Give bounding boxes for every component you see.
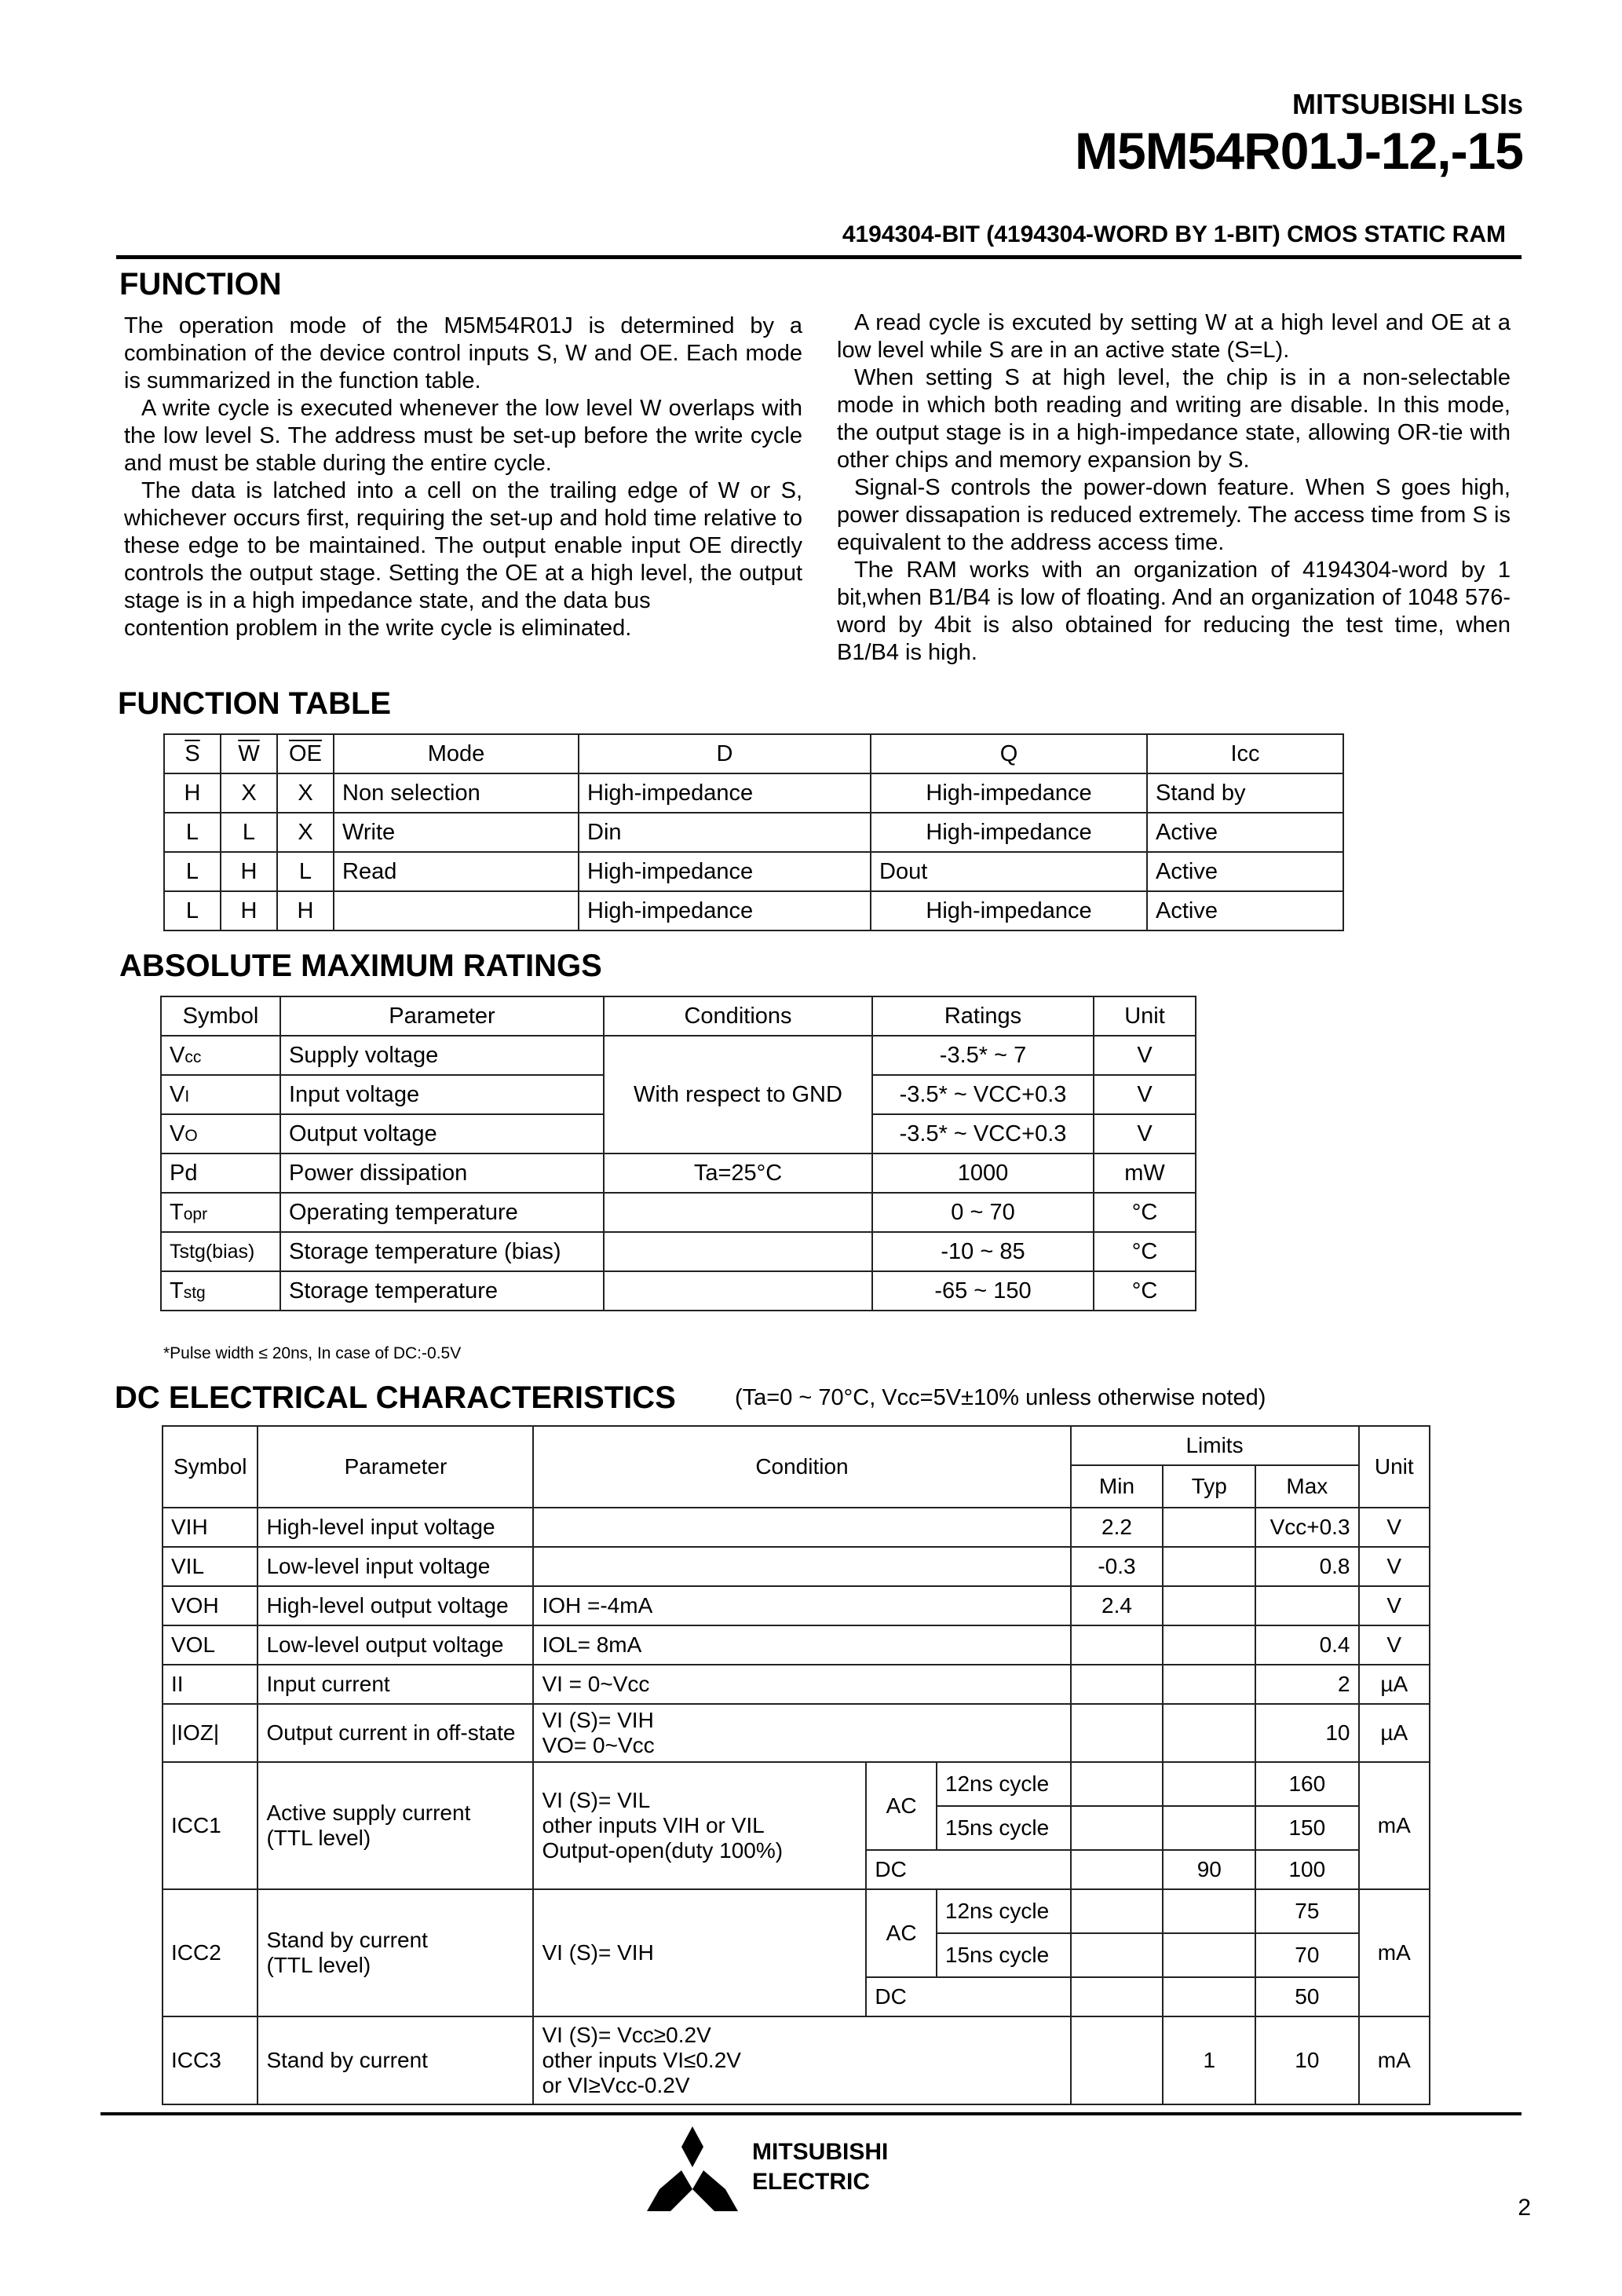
- table-row: [163, 1889, 1430, 1933]
- typ-cell: [1163, 1704, 1255, 1762]
- max-cell: 0.4: [1255, 1625, 1358, 1665]
- table-row: [163, 1665, 1430, 1704]
- max-cell: 100: [1255, 1850, 1358, 1889]
- condition-line: VI (S)= VIH: [542, 1708, 654, 1732]
- symbol-cell: VIH: [163, 1508, 258, 1547]
- table-cell: H: [164, 773, 221, 813]
- condition-line: Output-open(duty 100%): [542, 1838, 784, 1863]
- col-header: Symbol: [161, 996, 280, 1036]
- table-header-row: [163, 1426, 1430, 1465]
- col-header: Unit: [1094, 996, 1196, 1036]
- symbol-cell: VO: [161, 1114, 280, 1153]
- max-cell: 0.8: [1255, 1547, 1358, 1586]
- typ-cell: [1163, 1625, 1255, 1665]
- abs-max-table: [160, 996, 1196, 1311]
- max-cell: 160: [1255, 1762, 1358, 1806]
- symbol-cell: II: [163, 1665, 258, 1704]
- col-header: Parameter: [280, 996, 604, 1036]
- unit-cell: V: [1359, 1547, 1430, 1586]
- min-cell: [1071, 1806, 1164, 1850]
- table-cell: High-impedance: [871, 813, 1147, 852]
- function-paragraph: The data is latched into a cell on the trailing edge of W or S, whichever occurs first, requiring the set-up and hold time relative to these edge to be maintained. The output enable input OE directly controls the output stage. Setting the OE at a high level, the output stage is in a high impedance state, and the data bus: [124, 478, 802, 613]
- parameter-line: (TTL level): [266, 1953, 371, 1977]
- max-cell: Vcc+0.3: [1255, 1508, 1358, 1547]
- symbol-cell: VOL: [163, 1625, 258, 1665]
- function-right-column: [837, 309, 1511, 667]
- parameter-cell: High-level output voltage: [258, 1586, 533, 1625]
- min-cell: [1071, 1762, 1164, 1806]
- parameter-cell: High-level input voltage: [258, 1508, 533, 1547]
- col-header: Conditions: [604, 996, 872, 1036]
- typ-cell: [1163, 1762, 1255, 1806]
- conditions-cell: [604, 1232, 872, 1271]
- parameter-cell: Output current in off-state: [258, 1704, 533, 1762]
- parameter-cell: Stand by current: [258, 2016, 533, 2104]
- table-cell: Non selection: [334, 773, 579, 813]
- max-cell: 10: [1255, 2016, 1358, 2104]
- unit-cell: V: [1094, 1114, 1196, 1153]
- table-cell: High-impedance: [579, 773, 871, 813]
- unit-cell: mA: [1359, 1762, 1430, 1889]
- rating-cell: -3.5* ~ 7: [872, 1036, 1094, 1075]
- symbol-cell: Tstg: [161, 1271, 280, 1311]
- parameter-cell: [258, 1762, 533, 1889]
- table-cell: High-impedance: [579, 891, 871, 930]
- min-cell: 2.2: [1071, 1508, 1164, 1547]
- table-cell: Stand by: [1147, 773, 1343, 813]
- mode-cell: AC: [866, 1889, 937, 1977]
- table-row: [163, 1547, 1430, 1586]
- col-header: Ratings: [872, 996, 1094, 1036]
- parameter-cell: Output voltage: [280, 1114, 604, 1153]
- unit-cell: V: [1094, 1036, 1196, 1075]
- typ-cell: [1163, 1806, 1255, 1850]
- typ-cell: [1163, 1547, 1255, 1586]
- table-row: [163, 1508, 1430, 1547]
- parameter-cell: Power dissipation: [280, 1153, 604, 1193]
- col-header: Icc: [1147, 734, 1343, 773]
- table-row: [163, 1704, 1430, 1762]
- unit-cell: °C: [1094, 1271, 1196, 1311]
- rating-cell: -65 ~ 150: [872, 1271, 1094, 1311]
- cycle-cell: 15ns cycle: [937, 1933, 1071, 1977]
- rating-cell: -3.5* ~ VCC+0.3: [872, 1114, 1094, 1153]
- parameter-line: Stand by current: [266, 1928, 428, 1952]
- mitsubishi-logo-icon: [644, 2126, 741, 2211]
- typ-cell: [1163, 1933, 1255, 1977]
- conditions-cell: [604, 1193, 872, 1232]
- function-paragraph: The operation mode of the M5M54R01J is determined by a combination of the device control inputs S, W and OE. Each mode is summarized in the function table.: [124, 313, 802, 393]
- min-cell: [1071, 2016, 1164, 2104]
- typ-cell: [1163, 1508, 1255, 1547]
- company-name-line: ELECTRIC: [752, 2169, 870, 2195]
- unit-cell: °C: [1094, 1232, 1196, 1271]
- col-header: Condition: [533, 1426, 1070, 1508]
- typ-cell: [1163, 1665, 1255, 1704]
- min-cell: -0.3: [1071, 1547, 1164, 1586]
- parameter-cell: Operating temperature: [280, 1193, 604, 1232]
- function-table: [163, 733, 1344, 931]
- table-cell: High-impedance: [871, 891, 1147, 930]
- symbol-cell: Topr: [161, 1193, 280, 1232]
- rating-cell: 0 ~ 70: [872, 1193, 1094, 1232]
- condition-cell: VI = 0~Vcc: [533, 1665, 1070, 1704]
- max-cell: 50: [1255, 1977, 1358, 2016]
- table-row: [161, 1271, 1196, 1311]
- col-header: $\overline{W}$: [221, 734, 277, 773]
- typ-cell: [1163, 1889, 1255, 1933]
- mode-cell: DC: [866, 1850, 1070, 1889]
- table-cell: Active: [1147, 891, 1343, 930]
- min-cell: [1071, 1977, 1164, 2016]
- table-header-row: [164, 734, 1343, 773]
- condition-line: other inputs VIH or VIL: [542, 1813, 765, 1837]
- parameter-cell: Low-level input voltage: [258, 1547, 533, 1586]
- parameter-cell: Supply voltage: [280, 1036, 604, 1075]
- max-cell: 75: [1255, 1889, 1358, 1933]
- parameter-line: (TTL level): [266, 1826, 371, 1850]
- brand-label: MITSUBISHI LSIs: [1291, 88, 1523, 120]
- table-row: [163, 1586, 1430, 1625]
- unit-cell: mA: [1359, 2016, 1430, 2104]
- col-header: Typ: [1163, 1465, 1255, 1508]
- table-row: [164, 852, 1343, 891]
- table-row: [163, 1625, 1430, 1665]
- max-cell: 10: [1255, 1704, 1358, 1762]
- max-cell: [1255, 1586, 1358, 1625]
- col-header: Parameter: [258, 1426, 533, 1508]
- table-cell: L: [277, 852, 334, 891]
- table-cell: L: [164, 813, 221, 852]
- col-header: $\overline{OE}$: [277, 734, 334, 773]
- table-cell: High-impedance: [871, 773, 1147, 813]
- footer-rule: [100, 2112, 1522, 2115]
- function-paragraph: contention problem in the write cycle is eliminated.: [124, 616, 632, 641]
- min-cell: [1071, 1665, 1164, 1704]
- dc-heading: DC ELECTRICAL CHARACTERISTICS: [115, 1380, 676, 1415]
- table-row: [163, 2016, 1430, 2104]
- symbol-cell: Vcc: [161, 1036, 280, 1075]
- header-rule: [116, 255, 1522, 259]
- unit-cell: V: [1094, 1075, 1196, 1114]
- symbol-cell: VI: [161, 1075, 280, 1114]
- conditions-cell: Ta=25°C: [604, 1153, 872, 1193]
- condition-cell: [533, 1762, 866, 1889]
- condition-cell: VI (S)= VIH: [533, 1889, 866, 2016]
- condition-line: or VI≥Vcc-0.2V: [542, 2073, 690, 2097]
- rating-cell: -3.5* ~ VCC+0.3: [872, 1075, 1094, 1114]
- table-row: [161, 1193, 1196, 1232]
- mode-cell: DC: [866, 1977, 1070, 2016]
- table-cell: H: [221, 852, 277, 891]
- max-cell: 150: [1255, 1806, 1358, 1850]
- unit-cell: V: [1359, 1625, 1430, 1665]
- typ-cell: 1: [1163, 2016, 1255, 2104]
- function-paragraph: The RAM works with an organization of 4194304-word by 1 bit,when B1/B4 is low of floating. And an organization of 1048 576-word by 4bit is also obtained for reducing the test time, when B1/B4 is high.: [837, 558, 1511, 665]
- col-header: Limits: [1071, 1426, 1359, 1465]
- company-name: [752, 2137, 888, 2197]
- condition-cell: IOL= 8mA: [533, 1625, 1070, 1665]
- conditions-cell: [604, 1271, 872, 1311]
- abs-max-heading: ABSOLUTE MAXIMUM RATINGS: [119, 949, 602, 983]
- min-cell: [1071, 1625, 1164, 1665]
- rating-cell: 1000: [872, 1153, 1094, 1193]
- table-cell: Write: [334, 813, 579, 852]
- table-row: [164, 891, 1343, 930]
- unit-cell: µA: [1359, 1665, 1430, 1704]
- symbol-cell: |IOZ|: [163, 1704, 258, 1762]
- max-cell: 70: [1255, 1933, 1358, 1977]
- function-table-heading: FUNCTION TABLE: [118, 686, 392, 721]
- symbol-cell: Pd: [161, 1153, 280, 1193]
- table-cell: H: [221, 891, 277, 930]
- condition-cell: [533, 1508, 1070, 1547]
- col-header: Symbol: [163, 1426, 258, 1508]
- document-subtitle: 4194304-BIT (4194304-WORD BY 1-BIT) CMOS STATIC RAM: [842, 221, 1506, 247]
- condition-cell: IOH =-4mA: [533, 1586, 1070, 1625]
- condition-line: VO= 0~Vcc: [542, 1733, 655, 1757]
- function-left-column: [124, 313, 802, 642]
- symbol-cell: VOH: [163, 1586, 258, 1625]
- parameter-cell: Input current: [258, 1665, 533, 1704]
- table-cell: Din: [579, 813, 871, 852]
- rating-cell: -10 ~ 85: [872, 1232, 1094, 1271]
- table-row: [164, 813, 1343, 852]
- parameter-cell: Low-level output voltage: [258, 1625, 533, 1665]
- parameter-cell: Input voltage: [280, 1075, 604, 1114]
- unit-cell: V: [1359, 1586, 1430, 1625]
- table-cell: L: [164, 852, 221, 891]
- parameter-cell: [258, 1889, 533, 2016]
- table-cell: High-impedance: [579, 852, 871, 891]
- cycle-cell: 15ns cycle: [937, 1806, 1071, 1850]
- pulse-width-note: *Pulse width ≤ 20ns, In case of DC:-0.5V: [163, 1344, 462, 1362]
- typ-cell: [1163, 1977, 1255, 2016]
- condition-cell: [533, 2016, 1070, 2104]
- symbol-cell: Tstg(bias): [161, 1232, 280, 1271]
- condition-line: other inputs VI≤0.2V: [542, 2048, 741, 2072]
- condition-cell: [533, 1704, 1070, 1762]
- function-paragraph: A read cycle is excuted by setting W at a high level and OE at a low level while S are in an active state (S=L).: [837, 310, 1511, 363]
- max-cell: 2: [1255, 1665, 1358, 1704]
- col-header: Mode: [334, 734, 579, 773]
- table-cell: [334, 891, 579, 930]
- function-paragraph: When setting S at high level, the chip is in a non-selectable mode in which both reading and writing are disable. In this mode, the output stage is in a high-impedance state, allowing OR-tie with other chips and memory expansion by S.: [837, 365, 1511, 473]
- function-paragraph: Signal-S controls the power-down feature. When S goes high, power dissapation is reduced extremely. The access time from S is equivalent to the address access time.: [837, 475, 1511, 555]
- table-cell: Active: [1147, 813, 1343, 852]
- col-header: Min: [1071, 1465, 1164, 1508]
- unit-cell: mW: [1094, 1153, 1196, 1193]
- conditions-cell: With respect to GND: [604, 1036, 872, 1153]
- min-cell: [1071, 1704, 1164, 1762]
- unit-cell: mA: [1359, 1889, 1430, 2016]
- symbol-cell: ICC2: [163, 1889, 258, 2016]
- condition-line: VI (S)= VIL: [542, 1788, 651, 1812]
- symbol-cell: ICC3: [163, 2016, 258, 2104]
- parameter-cell: Storage temperature: [280, 1271, 604, 1311]
- unit-cell: °C: [1094, 1193, 1196, 1232]
- table-cell: Active: [1147, 852, 1343, 891]
- table-cell: L: [221, 813, 277, 852]
- table-row: [164, 773, 1343, 813]
- parameter-line: Active supply current: [266, 1801, 471, 1825]
- dc-table: [162, 1425, 1430, 2105]
- col-header: $\overline{S}$: [164, 734, 221, 773]
- parameter-cell: Storage temperature (bias): [280, 1232, 604, 1271]
- col-header: Unit: [1359, 1426, 1430, 1508]
- table-header-row: [161, 996, 1196, 1036]
- mode-cell: AC: [866, 1762, 937, 1850]
- table-row: [161, 1153, 1196, 1193]
- part-number: M5M54R01J-12,-15: [1075, 122, 1523, 180]
- unit-cell: µA: [1359, 1704, 1430, 1762]
- function-paragraph: A write cycle is executed whenever the low level W overlaps with the low level S. The address must be set-up before the write cycle and must be stable during the entire cycle.: [124, 396, 802, 476]
- symbol-cell: VIL: [163, 1547, 258, 1586]
- condition-line: VI (S)= Vcc≥0.2V: [542, 2023, 711, 2047]
- cycle-cell: 12ns cycle: [937, 1762, 1071, 1806]
- table-cell: X: [221, 773, 277, 813]
- col-header: Q: [871, 734, 1147, 773]
- table-cell: X: [277, 813, 334, 852]
- table-cell: Dout: [871, 852, 1147, 891]
- col-header: D: [579, 734, 871, 773]
- cycle-cell: 12ns cycle: [937, 1889, 1071, 1933]
- min-cell: [1071, 1933, 1164, 1977]
- condition-cell: [533, 1547, 1070, 1586]
- table-row: [161, 1232, 1196, 1271]
- symbol-cell: ICC1: [163, 1762, 258, 1889]
- min-cell: [1071, 1889, 1164, 1933]
- table-cell: X: [277, 773, 334, 813]
- table-row: [161, 1036, 1196, 1075]
- typ-cell: [1163, 1586, 1255, 1625]
- min-cell: [1071, 1850, 1164, 1889]
- table-cell: L: [164, 891, 221, 930]
- function-heading: FUNCTION: [119, 267, 282, 302]
- typ-cell: 90: [1163, 1850, 1255, 1889]
- table-row: [163, 1762, 1430, 1806]
- table-cell: H: [277, 891, 334, 930]
- min-cell: 2.4: [1071, 1586, 1164, 1625]
- unit-cell: V: [1359, 1508, 1430, 1547]
- page-number: 2: [1518, 2195, 1531, 2221]
- table-cell: Read: [334, 852, 579, 891]
- col-header: Max: [1255, 1465, 1358, 1508]
- company-name-line: MITSUBISHI: [752, 2139, 889, 2165]
- dc-conditions: (Ta=0 ~ 70°C, Vcc=5V±10% unless otherwise noted): [735, 1385, 1266, 1410]
